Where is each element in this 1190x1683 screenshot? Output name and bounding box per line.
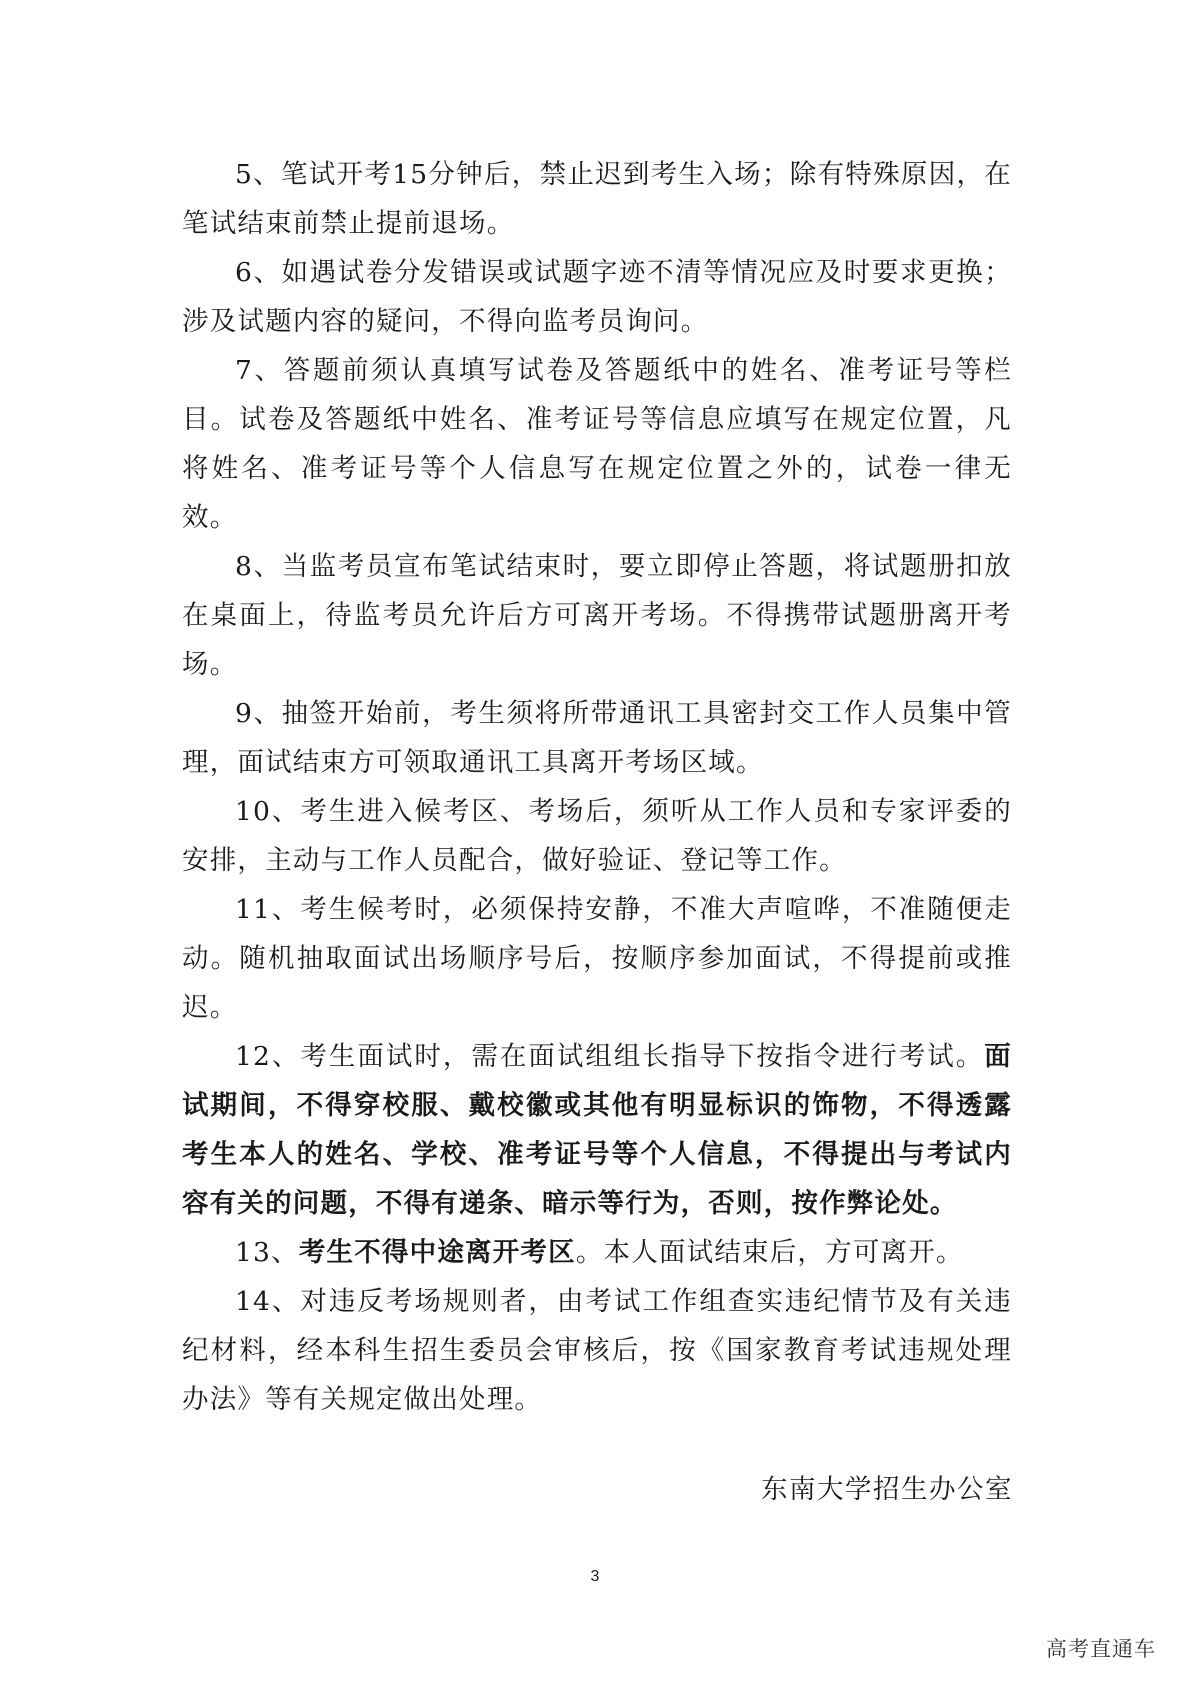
page-number: 3: [590, 1568, 600, 1585]
rule-13-number: 13、: [235, 1237, 299, 1268]
rule-5: 5、笔试开考15分钟后，禁止迟到考生入场；除有特殊原因，在笔试结束前禁止提前退场。: [182, 159, 1012, 239]
signature-office: 东南大学招生办公室: [761, 1474, 1013, 1505]
rule-8: 8、当监考员宣布笔试结束时，要立即停止答题，将试题册扣放在桌面上，待监考员允许后方可离开考场。不得携带试题册离开考场。: [182, 551, 1012, 680]
rule-12-bold-text: 面试期间，不得穿校服、戴校徽或其他有明显标识的饰物，不得透露考生本人的姓名、学校、准考证号等个人信息，不得提出与考试内容有关的问题，不得有递条、暗示等行为，否则，按作弊论处。: [182, 1041, 1012, 1219]
rule-14: 14、对违反考场规则者，由考试工作组查实违纪情节及有关违纪材料，经本科生招生委员会审核后，按《国家教育考试违规处理办法》等有关规定做出处理。: [182, 1286, 1012, 1415]
rule-10: 10、考生进入候考区、考场后，须听从工作人员和专家评委的安排，主动与工作人员配合，做好验证、登记等工作。: [182, 796, 1012, 876]
rule-12: [182, 1032, 1012, 1228]
rule-7: 7、答题前须认真填写试卷及答题纸中的姓名、准考证号等栏目。试卷及答题纸中姓名、准考证号等信息应填写在规定位置，凡将姓名、准考证号等个人信息写在规定位置之外的，试卷一律无效。: [182, 355, 1012, 533]
rule-13: [182, 1228, 1012, 1277]
document-body: [182, 150, 1012, 1424]
watermark: 高考直通车: [1046, 1637, 1156, 1661]
rule-9: 9、抽签开始前，考生须将所带通讯工具密封交工作人员集中管理，面试结束方可领取通讯工具离开考场区域。: [182, 698, 1012, 778]
rule-6: 6、如遇试卷分发错误或试题字迹不清等情况应及时要求更换；涉及试题内容的疑问，不得向监考员询问。: [182, 257, 1012, 337]
rule-13-bold-text: 考生不得中途离开考区: [298, 1237, 576, 1268]
rule-13-normal-text: 。本人面试结束后，方可离开。: [575, 1237, 964, 1268]
rule-12-normal-text: 12、考生面试时，需在面试组组长指导下按指令进行考试。: [235, 1041, 985, 1072]
rule-11: 11、考生候考时，必须保持安静，不准大声喧哗，不准随便走动。随机抽取面试出场顺序号后，按顺序参加面试，不得提前或推迟。: [182, 894, 1012, 1023]
